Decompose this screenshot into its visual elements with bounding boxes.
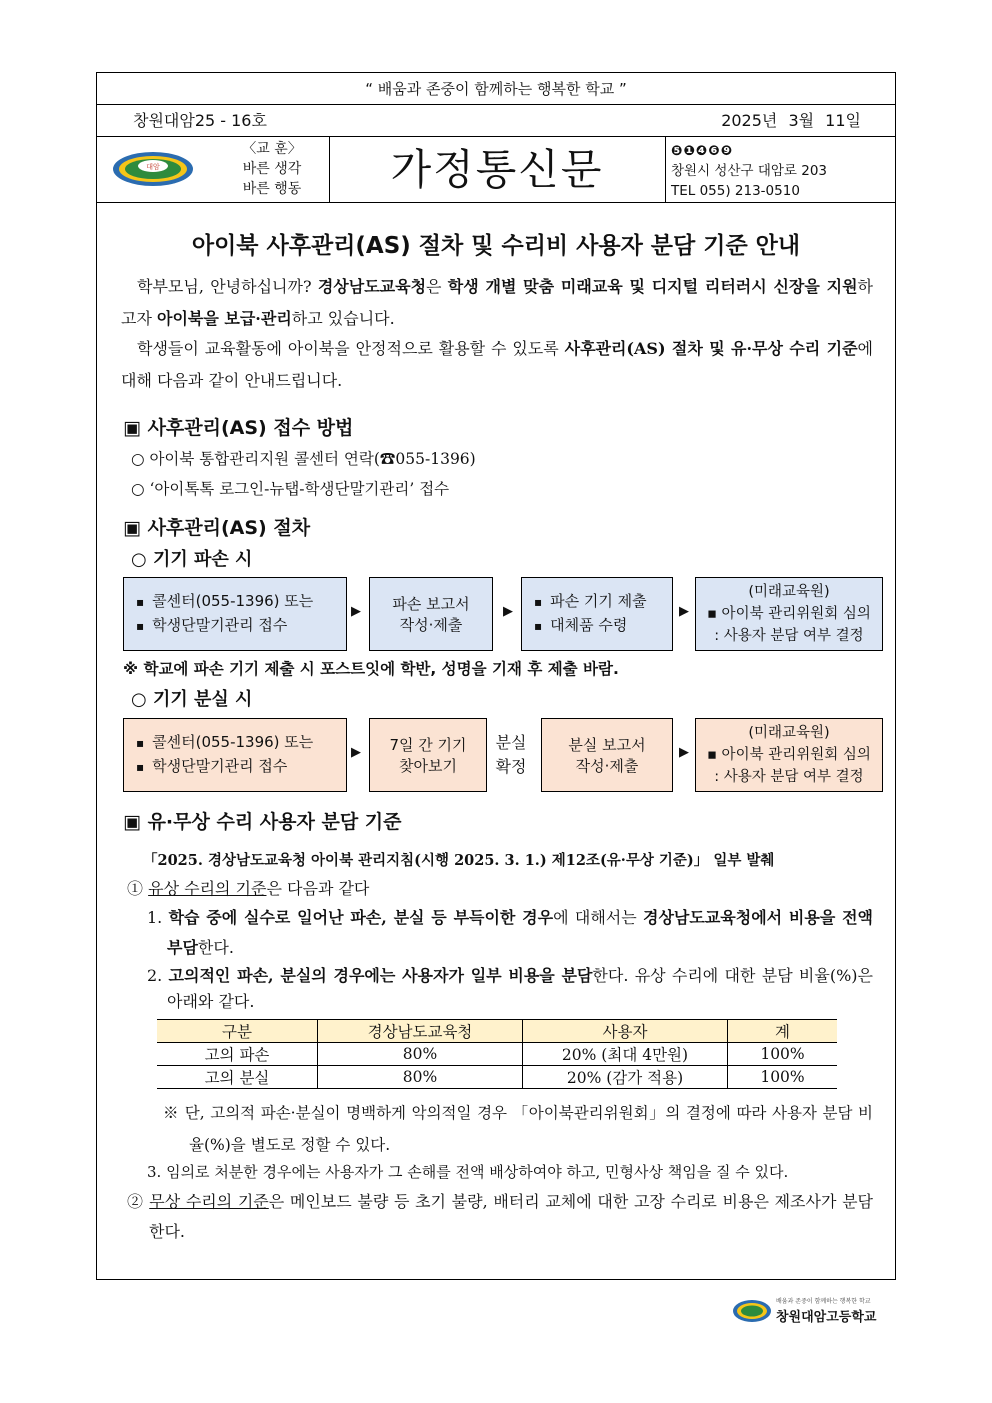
loss-subtitle: ○ 기기 분실 시 bbox=[131, 689, 253, 710]
school-address bbox=[671, 141, 827, 201]
page-title: 가정통신문 bbox=[390, 145, 604, 194]
col-total: 계 bbox=[728, 1020, 838, 1043]
damage-step-3: ▪ 파손 기기 제출 ▪ 대체품 수령 bbox=[521, 577, 673, 651]
damage-step-4: (미래교육원) ▪ 아이북 관리위원회 심의 : 사용자 분담 여부 결정 bbox=[695, 577, 883, 651]
school-slogan: “ 배움과 존중이 함께하는 행복한 학교 ” bbox=[97, 73, 895, 105]
loss-step-3: 분실 보고서 작성·제출 bbox=[541, 718, 673, 792]
loss-step-1: ▪ 콜센터(055-1396) 또는 ▪ 학생단말기관리 접수 bbox=[123, 718, 347, 792]
table-row: 고의 파손 80% 20% (최대 4만원) 100% bbox=[157, 1043, 837, 1066]
reception-callcenter: ○ 아이북 통합관리지원 콜센터 연락(☎055-1396) bbox=[131, 450, 476, 468]
section-repair-cost: ▣ 유·무상 수리 사용자 분담 기준 bbox=[123, 811, 402, 833]
intro-paragraph-2: 학생들이 교육활동에 아이북을 안정적으로 활용할 수 있도록 사후관리(AS) 절차 및 유·무상 수리 기준에 대해 다음과 같이 안내드립니다. bbox=[121, 339, 873, 390]
arrow-icon: ▶ bbox=[351, 745, 361, 760]
col-office: 경상남도교육청 bbox=[318, 1020, 523, 1043]
school-logo bbox=[111, 149, 195, 189]
free-repair-heading: ② 무상 수리의 기준은 메인보드 불량 등 초기 불량, 배터리 교체에 대한 고장 수리로 비용은 제조사가 분담한다. bbox=[127, 1192, 873, 1241]
section-as-procedure: ▣ 사후관리(AS) 절차 bbox=[123, 517, 311, 539]
postal-code: ❺❶❹❻❾ bbox=[671, 143, 734, 159]
issue-number: 창원대암25 - 16호 bbox=[133, 111, 267, 130]
document-frame bbox=[96, 72, 896, 1280]
arrow-icon: ▶ bbox=[503, 604, 513, 619]
document-title: 아이북 사후관리(AS) 절차 및 수리비 사용자 분담 기준 안내 bbox=[191, 233, 801, 259]
paid-repair-heading: ① 유상 수리의 기준은 다음과 같다 bbox=[127, 879, 370, 898]
arrow-icon: ▶ bbox=[351, 604, 361, 619]
committee-note: ※ 단, 고의적 파손·분실이 명백하게 악의적일 경우 「아이북관리위원회」의 결정에 따라 사용자 분담 비율(%)을 별도로 정할 수 있다. bbox=[163, 1104, 873, 1154]
school-motto bbox=[227, 139, 317, 199]
col-category: 구분 bbox=[157, 1020, 318, 1043]
reception-online: ○ ‘아이톡톡 로그인-뉴탭-학생단말기관리’ 접수 bbox=[131, 480, 450, 498]
damage-subtitle: ○ 기기 파손 시 bbox=[131, 549, 253, 570]
guideline-reference: 「2025. 경상남도교육청 아이북 관리지침(시행 2025. 3. 1.) 제12조(유·무상 기준)」 일부 발췌 bbox=[143, 852, 775, 869]
svg-text:대암: 대암 bbox=[146, 163, 160, 171]
school-emblem-icon bbox=[732, 1298, 772, 1324]
motto-line-1: 바른 생각 bbox=[242, 161, 302, 177]
issue-row bbox=[97, 105, 895, 137]
loss-confirmed-label: 분실 확정 bbox=[495, 733, 527, 776]
paid-repair-item-3: 3. 임의로 처분한 경우에는 사용자가 그 손해를 전액 배상하여야 하고, 민형사상 책임을 질 수 있다. bbox=[147, 1163, 789, 1181]
damage-step-1: ▪ 콜센터(055-1396) 또는 ▪ 학생단말기관리 접수 bbox=[123, 577, 347, 651]
issue-date: 2025년 3월 11일 bbox=[721, 111, 861, 130]
col-user: 사용자 bbox=[523, 1020, 728, 1043]
divider bbox=[665, 137, 666, 202]
damage-step-2: 파손 보고서 작성·제출 bbox=[369, 577, 493, 651]
footer-school-name: 창원대암고등학교 bbox=[776, 1310, 877, 1325]
footer-school-logo bbox=[732, 1296, 892, 1326]
paid-repair-item-2: 2. 고의적인 파손, 분실의 경우에는 사용자가 일부 비용을 분담한다. 유상 수리에 대한 분담 비율(%)은 아래와 같다. bbox=[147, 966, 873, 1011]
letterhead bbox=[97, 137, 895, 203]
arrow-icon: ▶ bbox=[679, 604, 689, 619]
table-row: 고의 분실 80% 20% (감가 적용) 100% bbox=[157, 1066, 837, 1089]
loss-step-2: 7일 간 기기 찾아보기 bbox=[369, 718, 487, 792]
address-line: 창원시 성산구 대암로 203 bbox=[671, 163, 828, 179]
section-as-reception: ▣ 사후관리(AS) 접수 방법 bbox=[123, 417, 354, 439]
arrow-icon: ▶ bbox=[679, 745, 689, 760]
paid-repair-item-1: 1. 학습 중에 실수로 일어난 파손, 분실 등 부득이한 경우에 대해서는 경상남도교육청에서 비용을 전액 부담한다. bbox=[147, 908, 873, 957]
motto-line-2: 바른 행동 bbox=[242, 181, 302, 197]
motto-title: 〈교 훈〉 bbox=[242, 141, 302, 157]
intro-paragraph-1: 학부모님, 안녕하십니까? 경상남도교육청은 학생 개별 맞춤 미래교육 및 디지털 리터러시 신장을 지원하고자 아이북을 보급·관리하고 있습니다. bbox=[121, 277, 873, 328]
telephone: TEL 055) 213-0510 bbox=[671, 183, 800, 199]
cost-share-table bbox=[157, 1019, 837, 1089]
submission-note: ※ 학교에 파손 기기 제출 시 포스트잇에 학반, 성명을 기재 후 제출 바람. bbox=[123, 660, 619, 678]
loss-step-4: (미래교육원) ▪ 아이북 관리위원회 심의 : 사용자 분담 여부 결정 bbox=[695, 718, 883, 792]
footer-slogan: 배움과 존중이 함께하는 행복한 학교 bbox=[776, 1298, 871, 1305]
table-header-row bbox=[157, 1020, 837, 1043]
